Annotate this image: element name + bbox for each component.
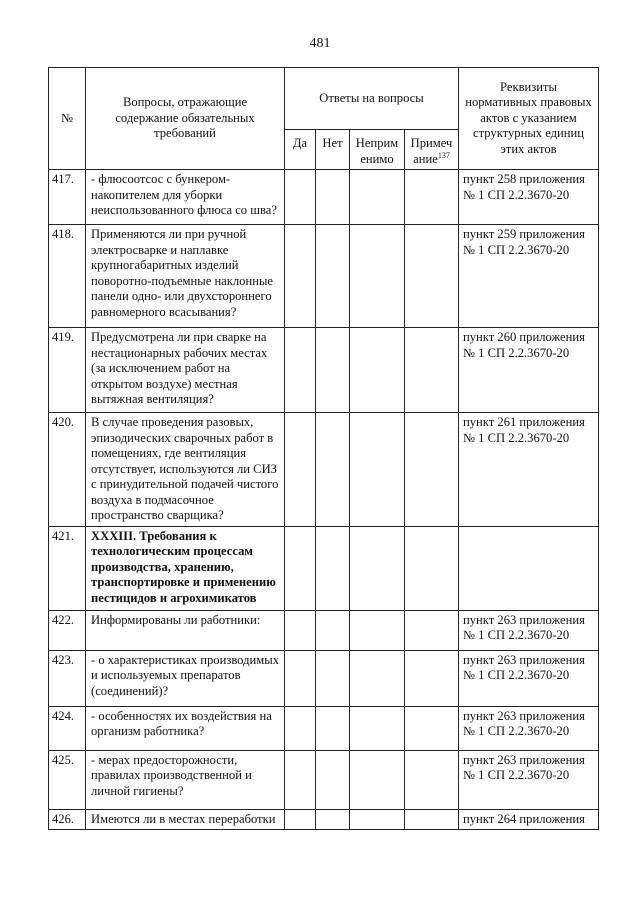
row-question: XXXIII. Требования к технологическим процессам производства, хранению, транспортировке и применению пестицидов и агрохимикатов	[86, 526, 285, 610]
answer-not-applicable-cell[interactable]	[350, 413, 405, 527]
header-no: Нет	[316, 130, 350, 170]
answer-not-applicable-cell[interactable]	[350, 610, 405, 650]
row-reference: пункт 263 приложения № 1 СП 2.2.3670-20	[459, 706, 599, 750]
row-number: 425.	[49, 750, 86, 809]
row-reference: пункт 258 приложения № 1 СП 2.2.3670-20	[459, 170, 599, 225]
answer-note-cell[interactable]	[405, 706, 459, 750]
header-note	[405, 130, 459, 170]
header-ref: Реквизиты нормативных правовых актов с указанием структурных единиц этих актов	[459, 68, 599, 170]
answer-note-cell[interactable]	[405, 809, 459, 830]
row-reference	[459, 526, 599, 610]
answer-yes-cell[interactable]	[285, 650, 316, 706]
answer-note-cell[interactable]	[405, 225, 459, 328]
answer-not-applicable-cell[interactable]	[350, 526, 405, 610]
answer-no-cell[interactable]	[316, 750, 350, 809]
answer-note-cell[interactable]	[405, 170, 459, 225]
answer-note-cell[interactable]	[405, 610, 459, 650]
row-question: - особенностях их воздействия на организм работника?	[86, 706, 285, 750]
header-note-footnote: 137	[437, 150, 450, 160]
answer-not-applicable-cell[interactable]	[350, 225, 405, 328]
row-reference: пункт 263 приложения № 1 СП 2.2.3670-20	[459, 650, 599, 706]
answer-not-applicable-cell[interactable]	[350, 750, 405, 809]
header-note-text: Примеч ание	[410, 136, 453, 166]
answer-no-cell[interactable]	[316, 225, 350, 328]
header-yes: Да	[285, 130, 316, 170]
answer-note-cell[interactable]	[405, 328, 459, 413]
row-question: - о характеристиках производимых и используемых препаратов (соединений)?	[86, 650, 285, 706]
row-reference: пункт 263 приложения № 1 СП 2.2.3670-20	[459, 750, 599, 809]
table-row	[49, 809, 599, 830]
row-number: 419.	[49, 328, 86, 413]
row-question: В случае проведения разовых, эпизодических сварочных работ в помещениях, где вентиляция отсутствует, используются ли СИЗ с принудительной подачей чистого воздуха в подмасочное пространство сварщика?	[86, 413, 285, 527]
row-number: 420.	[49, 413, 86, 527]
header-num: №	[49, 68, 86, 170]
row-number: 421.	[49, 526, 86, 610]
answer-yes-cell[interactable]	[285, 750, 316, 809]
table-row	[49, 225, 599, 328]
answer-not-applicable-cell[interactable]	[350, 328, 405, 413]
answer-yes-cell[interactable]	[285, 225, 316, 328]
table-row	[49, 413, 599, 527]
row-question: Имеются ли в местах переработки	[86, 809, 285, 830]
row-question: Информированы ли работники:	[86, 610, 285, 650]
table-row	[49, 750, 599, 809]
row-number: 418.	[49, 225, 86, 328]
row-reference: пункт 260 приложения № 1 СП 2.2.3670-20	[459, 328, 599, 413]
answer-not-applicable-cell[interactable]	[350, 809, 405, 830]
row-reference: пункт 261 приложения № 1 СП 2.2.3670-20	[459, 413, 599, 527]
answer-yes-cell[interactable]	[285, 526, 316, 610]
answer-no-cell[interactable]	[316, 413, 350, 527]
answer-no-cell[interactable]	[316, 706, 350, 750]
answer-no-cell[interactable]	[316, 610, 350, 650]
answer-note-cell[interactable]	[405, 750, 459, 809]
answer-not-applicable-cell[interactable]	[350, 650, 405, 706]
answer-note-cell[interactable]	[405, 526, 459, 610]
table-row	[49, 526, 599, 610]
row-question: - мерах предосторожности, правилах производственной и личной гигиены?	[86, 750, 285, 809]
answer-note-cell[interactable]	[405, 650, 459, 706]
row-question: Применяются ли при ручной электросварке и наплавке крупногабаритных изделий поворотно-подъемные наклонные панели одно- или двухстороннего равномерного всасывания?	[86, 225, 285, 328]
row-number: 426.	[49, 809, 86, 830]
checklist-table	[48, 67, 599, 830]
row-number: 423.	[49, 650, 86, 706]
answer-no-cell[interactable]	[316, 526, 350, 610]
table-row	[49, 650, 599, 706]
row-reference: пункт 263 приложения № 1 СП 2.2.3670-20	[459, 610, 599, 650]
table-row	[49, 706, 599, 750]
answer-yes-cell[interactable]	[285, 706, 316, 750]
row-number: 417.	[49, 170, 86, 225]
table-row	[49, 610, 599, 650]
answer-yes-cell[interactable]	[285, 413, 316, 527]
table-row	[49, 328, 599, 413]
table-row	[49, 170, 599, 225]
answer-no-cell[interactable]	[316, 170, 350, 225]
answer-no-cell[interactable]	[316, 328, 350, 413]
row-number: 424.	[49, 706, 86, 750]
page-number: 481	[309, 36, 331, 51]
header-answers: Ответы на вопросы	[285, 68, 459, 130]
row-reference: пункт 259 приложения № 1 СП 2.2.3670-20	[459, 225, 599, 328]
row-number: 422.	[49, 610, 86, 650]
answer-yes-cell[interactable]	[285, 328, 316, 413]
answer-no-cell[interactable]	[316, 650, 350, 706]
row-question: Предусмотрена ли при сварке на нестационарных рабочих местах (за исключением работ на открытом воздухе) местная вытяжная вентиляция?	[86, 328, 285, 413]
answer-yes-cell[interactable]	[285, 610, 316, 650]
table-body	[49, 170, 599, 830]
answer-no-cell[interactable]	[316, 809, 350, 830]
answer-note-cell[interactable]	[405, 413, 459, 527]
row-reference: пункт 264 приложения	[459, 809, 599, 830]
answer-not-applicable-cell[interactable]	[350, 170, 405, 225]
answer-yes-cell[interactable]	[285, 809, 316, 830]
header-not-applicable: Неприм енимо	[350, 130, 405, 170]
answer-not-applicable-cell[interactable]	[350, 706, 405, 750]
row-question: - флюсоотсос с бункером-накопителем для уборки неиспользованного флюса со шва?	[86, 170, 285, 225]
answer-yes-cell[interactable]	[285, 170, 316, 225]
header-question: Вопросы, отражающие содержание обязательных требований	[86, 68, 285, 170]
